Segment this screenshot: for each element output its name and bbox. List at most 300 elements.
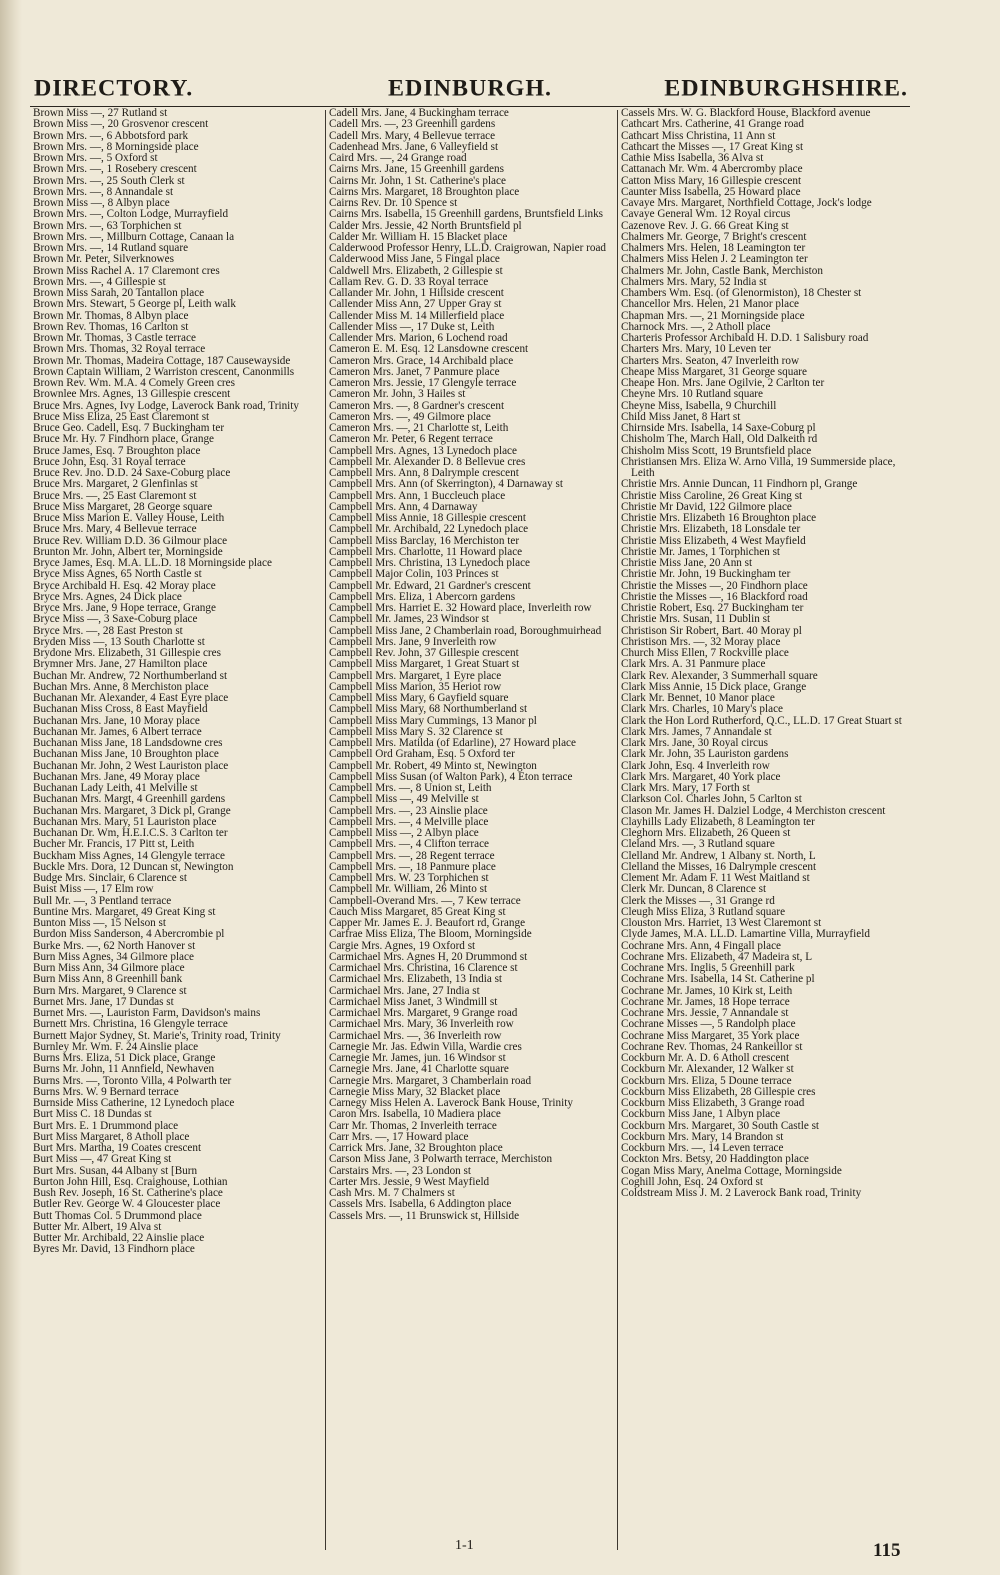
directory-entry: Campbell Miss Margaret, 1 Great Stuart st [329, 658, 520, 671]
directory-entry: Bruce Miss Margaret, 28 George square [33, 500, 213, 513]
directory-entry: Campbell Mr. William, 26 Minto st [329, 883, 488, 896]
directory-entry: Campbell Rev. John, 37 Gillespie crescent [329, 647, 519, 659]
directory-entry: Burns Mrs. Eliza, 51 Dick place, Grange [33, 1052, 216, 1064]
directory-entry: Callam Rev. G. D. 33 Royal terrace [329, 275, 489, 288]
directory-column-3 [621, 108, 911, 1199]
directory-entry: Calder Mr. William H. 15 Blacket place [329, 230, 508, 243]
directory-entry: Catton Miss Mary, 16 Gillespie crescent [621, 174, 802, 187]
directory-entry: Clouston Mrs. Harriet, 13 West Claremont st [621, 917, 822, 929]
directory-entry: Brown Miss Rachel A. 17 Claremont cres [33, 264, 220, 277]
directory-entry: Cadell Mrs. Mary, 4 Bellevue terrace [329, 129, 496, 142]
directory-entry: Burnet Mrs. Jane, 17 Dundas st [33, 995, 174, 1008]
directory-entry: Carfrae Miss Eliza, The Bloom, Morningside [329, 928, 532, 941]
directory-entry: Chalmers Mrs. Helen, 18 Leamington ter [621, 242, 806, 254]
directory-entry: Cassels Mrs. Isabella, 6 Addington place [329, 1198, 512, 1211]
folio-mark: 1-1 [455, 1538, 474, 1553]
directory-entry: Child Miss Janet, 8 Hart st [621, 410, 741, 423]
directory-entry: Caird Mrs. —, 24 Grange road [329, 152, 467, 164]
directory-entry: Christie Mrs. Elizabeth, 18 Lonsdale ter [621, 523, 801, 536]
directory-entry: Campbell Mrs. Ann, 8 Dalrymple crescent [329, 467, 519, 479]
directory-entry: Campbell Miss Jane, 2 Chamberlain road, Boroughmuirhead [329, 624, 602, 637]
directory-entry: Cazenove Rev. J. G. 66 Great King st [621, 219, 789, 232]
directory-entry: Christie Mrs. Susan, 11 Dublin st [621, 613, 771, 626]
directory-entry: Brown Mrs. —, Colton Lodge, Murrayfield [33, 208, 229, 221]
directory-entry: Cheyne Miss, Isabella, 9 Churchill [621, 399, 777, 412]
directory-entry: Campbell Mrs. W. 23 Torphichen st [329, 872, 489, 884]
directory-entry: Burt Miss C. 18 Dundas st [33, 1108, 152, 1121]
directory-entry: Campbell Mrs. Harriet E. 32 Howard place, Inverleith row [329, 602, 592, 614]
header-right: EDINBURGHSHIRE. [664, 76, 908, 102]
directory-entry: Bruce Geo. Cadell, Esq. 7 Buckingham ter [33, 422, 225, 434]
directory-entry: Cairns Mrs. Jane, 15 Greenhill gardens [329, 163, 504, 176]
directory-column-1 [33, 108, 321, 1256]
directory-entry: Bush Rev. Joseph, 16 St. Catherine's place [33, 1187, 223, 1199]
column-rule-2 [617, 110, 618, 1550]
directory-entry: Brown Mrs. —, 8 Annandale st [33, 185, 174, 198]
directory-entry: Bunton Miss —, 15 Nelson st [33, 917, 167, 929]
directory-entry: Cleland Mrs. —, 3 Rutland square [621, 838, 775, 851]
directory-entry: Cochrane Mrs. Inglis, 5 Greenhill park [621, 962, 795, 974]
directory-entry: Cameron Mrs. —, 49 Gilmore place [329, 410, 491, 423]
directory-entry: Budge Mrs. Sinclair, 6 Clarence st [33, 872, 187, 884]
directory-entry: Cavaye Mrs. Margaret, Northfield Cottage, Jock's lodge [621, 197, 872, 209]
directory-entry: Cameron Mrs. —, 21 Charlotte st, Leith [329, 422, 509, 434]
directory-entry: Chalmers Mr. John, Castle Bank, Merchiston [621, 264, 823, 277]
directory-entry: Christison Mrs. —, 32 Moray place [621, 635, 781, 648]
directory-entry: Cochrane Mr. James, 10 Kirk st, Leith [621, 984, 793, 997]
directory-entry: Callander Mr. John, 1 Hillside crescent [329, 287, 504, 299]
directory-entry: Cathie Miss Isabella, 36 Alva st [621, 152, 764, 164]
directory-entry: Carter Mrs. Jessie, 9 West Mayfield [329, 1175, 490, 1188]
directory-entry: Brown Mrs. —, 1 Rosebery crescent [33, 163, 197, 176]
directory-entry: Carmichael Mrs. Jane, 27 India st [329, 984, 480, 997]
directory-entry: Buckle Mrs. Dora, 12 Duncan st, Newington [33, 860, 234, 873]
directory-entry: Cockburn Miss Elizabeth, 3 Grange road [621, 1097, 805, 1109]
directory-entry: Clark Mr. Bennet, 10 Manor place [621, 692, 775, 704]
directory-entry: Clark Mr. John, 35 Lauriston gardens [621, 748, 789, 761]
directory-entry: Butler Rev. George W. 4 Gloucester place [33, 1198, 221, 1211]
directory-entry: Chisholm The, March Hall, Old Dalkeith rd [621, 433, 818, 446]
directory-entry: Carmichael Mrs. Margaret, 9 Grange road [329, 1007, 518, 1019]
directory-entry: Buchanan Mr. Alexander, 4 East Eyre place [33, 692, 229, 704]
directory-entry: Clark Mrs. Margaret, 40 York place [621, 770, 781, 783]
directory-entry: Bryce Miss Agnes, 65 North Castle st [33, 568, 202, 581]
directory-entry: Carmichael Mrs. Elizabeth, 13 India st [329, 973, 503, 986]
directory-entry: Clason Mr. James H. Dalziel Lodge, 4 Merchiston crescent [621, 804, 886, 817]
directory-entry: Burt Mrs. E. 1 Drummond place [33, 1119, 179, 1132]
directory-entry: Bryce Mrs. —, 28 East Preston st [33, 624, 183, 637]
directory-entry: Clark Mrs. Mary, 17 Forth st [621, 782, 750, 794]
directory-entry: Campbell Mrs. Matilda (of Edarline), 27 Howard place [329, 737, 576, 749]
directory-entry: Campbell Mr. Robert, 49 Minto st, Newington [329, 759, 537, 772]
directory-entry: Cadenhead Mrs. Jane, 6 Valleyfield st [329, 140, 499, 153]
directory-entry: Calderwood Professor Henry, LL.D. Craigrowan, Napier road [329, 242, 607, 254]
directory-entry: Bryce Miss —, 3 Saxe-Coburg place [33, 613, 198, 626]
directory-entry: Bruce Mrs. Agnes, Ivy Lodge, Laverock Bank road, Trinity [33, 399, 299, 412]
directory-entry: Clerk the Misses —, 31 Grange rd [621, 894, 775, 907]
directory-entry: Burnley Mr. Wm. F. 24 Ainslie place [33, 1040, 199, 1053]
directory-entry: Christie Miss Caroline, 26 Great King st [621, 489, 803, 502]
directory-entry: Burn Mrs. Margaret, 9 Clarence st [33, 984, 187, 997]
directory-entry: Cameron E. M. Esq. 12 Lansdowne crescent [329, 343, 529, 356]
directory-entry: Bull Mr. —, 3 Pentland terrace [33, 894, 172, 907]
directory-entry: Buchanan Mrs. Jane, 49 Moray place [33, 770, 200, 783]
directory-entry: Brown Mrs. Thomas, 32 Royal terrace [33, 343, 206, 356]
directory-entry: Clarkson Col. Charles John, 5 Carlton st [621, 793, 802, 806]
directory-entry: Bruce Mrs. Margaret, 2 Glenfinlas st [33, 478, 198, 491]
directory-entry: Christie Miss Elizabeth, 4 West Mayfield [621, 534, 806, 547]
directory-entry: Campbell Miss Mary S. 32 Clarence st [329, 725, 503, 738]
directory-entry: Cockburn Miss Elizabeth, 28 Gillespie cres [621, 1085, 816, 1098]
directory-entry: Cameron Mrs. Grace, 14 Archibald place [329, 354, 514, 367]
directory-entry: Chalmers Mr. George, 7 Bright's crescent [621, 230, 807, 243]
directory-entry: Burns Mrs. W. 9 Bernard terrace [33, 1085, 179, 1098]
directory-entry: Campbell Miss Mary Cummings, 13 Manor pl [329, 714, 537, 727]
directory-entry: Calderwood Miss Jane, 5 Fingal place [329, 253, 500, 266]
directory-entry: Campbell Mrs. Agnes, 13 Lynedoch place [329, 444, 517, 457]
directory-entry: Burt Miss Margaret, 8 Atholl place [33, 1130, 190, 1143]
directory-entry: Cockton Mrs. Betsy, 20 Haddington place [621, 1153, 809, 1166]
directory-entry: Cathcart the Misses —, 17 Great King st [621, 140, 804, 153]
directory-entry: Cheape Miss Margaret, 31 George square [621, 365, 807, 378]
directory-entry: Bruce Mr. Hy. 7 Findhorn place, Grange [33, 433, 215, 446]
directory-entry: Carnegie Mrs. Jane, 41 Charlotte square [329, 1063, 509, 1076]
directory-entry: Brown Mrs. —, 6 Abbotsford park [33, 129, 189, 142]
directory-entry: Carnegie Mrs. Margaret, 3 Chamberlain road [329, 1074, 532, 1087]
directory-entry: Cochrane Mrs. Jessie, 7 Annandale st [621, 1007, 789, 1019]
directory-entry: Clark Mrs. A. 31 Panmure place [621, 658, 766, 671]
directory-entry: Cockburn Miss Jane, 1 Albyn place [621, 1108, 781, 1121]
directory-entry: Campbell Miss Susan (of Walton Park), 4 Eton terrace [329, 770, 573, 783]
directory-entry: Cash Mrs. M. 7 Chalmers st [329, 1187, 455, 1199]
directory-entry: Brown Mrs. Stewart, 5 George pl, Leith walk [33, 298, 236, 311]
directory-entry: Carnegie Miss Mary, 32 Blacket place [329, 1085, 501, 1098]
directory-entry: Clark Mrs. Jane, 30 Royal circus [621, 737, 768, 749]
directory-entry: Buchanan Mr. James, 6 Albert terrace [33, 725, 202, 738]
directory-entry: Cameron Mr. John, 3 Hailes st [329, 388, 466, 401]
directory-entry: Bruce Rev. Jno. D.D. 24 Saxe-Coburg place [33, 467, 231, 479]
directory-entry: Cockburn Mrs. Eliza, 5 Doune terrace [621, 1074, 792, 1087]
directory-entry: Buchanan Mrs. Margt, 4 Greenhill gardens [33, 793, 226, 806]
directory-entry: Butt Thomas Col. 5 Drummond place [33, 1209, 202, 1222]
directory-entry: Brydone Mrs. Elizabeth, 31 Gillespie cres [33, 647, 221, 659]
directory-entry: Christie Mr David, 122 Gilmore place [621, 500, 792, 513]
directory-entry: Cleghorn Mrs. Elizabeth, 26 Queen st [621, 827, 791, 839]
directory-entry: Clark John, Esq. 4 Inverleith row [621, 759, 770, 772]
directory-entry: Burke Mrs. —, 62 North Hanover st [33, 939, 196, 952]
directory-entry: Burdon Miss Sanderson, 4 Abercrombie pl [33, 928, 225, 941]
directory-entry: Carmichael Miss Janet, 3 Windmill st [329, 995, 498, 1008]
directory-entry: Christiansen Mrs. Eliza W. Arno Villa, 19 Summerside place, Leith [621, 455, 896, 479]
directory-entry: Cochrane Mrs. Elizabeth, 47 Madeira st, L [621, 950, 813, 963]
directory-entry: Christie Mr. John, 19 Buckingham ter [621, 568, 791, 581]
directory-entry: Bryce Mrs. Agnes, 24 Dick place [33, 590, 182, 603]
directory-entry: Campbell Mrs. —, 4 Melville place [329, 815, 489, 828]
directory-entry: Buchanan Mrs. Margaret, 3 Dick pl, Grange [33, 804, 231, 817]
directory-entry: Chambers Wm. Esq. (of Glenormiston), 18 Chester st [621, 287, 862, 299]
directory-entry: Burn Miss Ann, 8 Greenhill bank [33, 973, 183, 986]
directory-entry: Campbell Mrs. Ann (of Skerrington), 4 Darnaway st [329, 478, 563, 491]
directory-entry: Callender Miss Ann, 27 Upper Gray st [329, 298, 502, 311]
directory-entry: Carr Mrs. —, 17 Howard place [329, 1130, 469, 1143]
directory-entry: Christie Mrs. Annie Duncan, 11 Findhorn pl, Grange [621, 478, 858, 491]
directory-entry: Chirnside Mrs. Isabella, 14 Saxe-Coburg pl [621, 422, 816, 434]
directory-entry: Burn Miss Agnes, 34 Gilmore place [33, 950, 194, 963]
directory-entry: Campbell Mrs. Charlotte, 11 Howard place [329, 545, 523, 558]
directory-entry: Campbell Miss Marion, 35 Heriot row [329, 680, 502, 693]
directory-entry: Butter Mr. Albert, 19 Alva st [33, 1220, 162, 1233]
directory-entry: Coghill John, Esq. 24 Oxford st [621, 1175, 764, 1188]
directory-entry: Burns Mrs. —, Toronto Villa, 4 Polwarth ter [33, 1074, 232, 1087]
directory-entry: Cairns Rev. Dr. 10 Spence st [329, 197, 458, 209]
directory-column-2 [329, 108, 612, 1222]
directory-entry: Caunter Miss Isabella, 25 Howard place [621, 185, 801, 198]
directory-entry: Cairns Mrs. Isabella, 15 Greenhill gardens, Bruntsfield Links [329, 208, 604, 221]
directory-entry: Bruce Rev. William D.D. 36 Gilmour place [33, 534, 228, 547]
directory-entry: Bruce John, Esq. 31 Royal terrace [33, 455, 186, 468]
directory-entry: Campbell Miss Mary, 6 Gayfield square [329, 692, 509, 704]
directory-entry: Campbell Miss —, 49 Melville st [329, 793, 479, 806]
directory-entry: Buchanan Miss Jane, 18 Landsdowne cres [33, 737, 223, 749]
directory-entry: Clark the Hon Lord Rutherford, Q.C., LL.D. 17 Great Stuart st [621, 714, 902, 727]
directory-entry: Campbell Mrs. —, 28 Regent terrace [329, 849, 495, 862]
directory-entry: Carnegie Mr. James, jun. 16 Windsor st [329, 1052, 506, 1064]
directory-entry: Brown Mr. Thomas, 8 Albyn place [33, 309, 189, 322]
directory-entry: Christie Robert, Esq. 27 Buckingham ter [621, 602, 804, 614]
directory-entry: Buntine Mrs. Margaret, 49 Great King st [33, 905, 216, 918]
directory-entry: Campbell Major Colin, 103 Princes st [329, 568, 499, 581]
directory-entry: Campbell-Overand Mrs. —, 7 Kew terrace [329, 894, 521, 907]
directory-entry: Christie the Misses —, 20 Findhorn place [621, 579, 808, 592]
directory-entry: Charteris Professor Archibald H. D.D. 1 Salisbury road [621, 332, 869, 344]
directory-entry: Brownlee Mrs. Agnes, 13 Gillespie crescent [33, 388, 231, 401]
directory-entry: Bryce James, Esq. M.A. LL.D. 18 Morningside place [33, 557, 272, 569]
directory-entry: Brown Mrs. —, 14 Rutland square [33, 242, 189, 254]
directory-entry: Buchanan Dr. Wm, H.E.I.C.S. 3 Carlton ter [33, 827, 228, 839]
directory-entry: Burnett Mrs. Christina, 16 Glengyle terrace [33, 1018, 228, 1031]
directory-entry: Charters Mrs. Mary, 10 Leven ter [621, 343, 771, 356]
directory-entry: Cairns Mr. John, 1 St. Catherine's place [329, 174, 506, 187]
directory-entry: Campbell Mrs. Margaret, 1 Eyre place [329, 669, 502, 682]
directory-entry: Capper Mr. James E. J. Beaufort rd, Grange [329, 917, 526, 929]
directory-entry: Campbell Miss Mary, 68 Northumberland st [329, 703, 528, 716]
directory-entry: Brown Miss —, 8 Albyn place [33, 197, 170, 209]
directory-entry: Brown Rev. Thomas, 16 Carlton st [33, 320, 189, 333]
directory-entry: Buchan Mr. Andrew, 72 Northumberland st [33, 669, 228, 682]
directory-entry: Brown Miss —, 27 Rutland st [33, 107, 168, 119]
directory-entry: Christison Sir Robert, Bart. 40 Moray pl [621, 624, 802, 637]
directory-entry: Bryce Mrs. Jane, 9 Hope terrace, Grange [33, 602, 216, 614]
directory-entry: Chisholm Miss Scott, 19 Bruntsfield place [621, 444, 812, 457]
directory-entry: Buchanan Miss Cross, 8 East Mayfield [33, 703, 208, 716]
directory-entry: Cochrane Rev. Thomas, 24 Rankeillor st [621, 1040, 803, 1053]
directory-entry: Campbell Mrs. Jane, 9 Inverleith row [329, 635, 497, 648]
directory-entry: Burt Mrs. Susan, 44 Albany st [Burn [33, 1164, 198, 1177]
directory-entry: Cauch Miss Margaret, 85 Great King st [329, 905, 506, 918]
directory-entry: Christie Mr. James, 1 Torphichen st [621, 545, 781, 558]
directory-entry: Brown Mr. Thomas, 3 Castle terrace [33, 332, 196, 344]
directory-entry: Clayhills Lady Elizabeth, 8 Leamington ter [621, 815, 815, 828]
directory-entry: Carnegy Miss Helen A. Laverock Bank House, Trinity [329, 1097, 573, 1109]
directory-entry: Campbell Mrs. Eliza, 1 Abercorn gardens [329, 590, 516, 603]
directory-entry: Brown Mrs. —, 63 Torphichen st [33, 219, 182, 232]
directory-entry: Cavaye General Wm. 12 Royal circus [621, 208, 791, 221]
directory-entry: Bruce Mrs. Mary, 4 Bellevue terrace [33, 523, 197, 536]
directory-entry: Cassels Mrs. W. G. Blackford House, Blackford avenue [621, 107, 871, 119]
directory-entry: Brown Miss —, 20 Grosvenor crescent [33, 118, 209, 131]
directory-entry: Buchanan Mrs. Mary, 51 Lauriston place [33, 815, 217, 828]
directory-entry: Cochrane Miss Margaret, 35 York place [621, 1029, 800, 1042]
directory-entry: Cheyne Mrs. 10 Rutland square [621, 388, 763, 401]
binding-shadow [0, 0, 22, 1575]
directory-entry: Cockburn Mrs. Mary, 14 Brandon st [621, 1130, 784, 1143]
directory-entry: Clement Mr. Adam F. 11 West Maitland st [621, 872, 810, 884]
directory-entry: Campbell Miss Annie, 18 Gillespie crescent [329, 512, 526, 524]
directory-entry: Campbell Mrs. —, 8 Union st, Leith [329, 782, 492, 794]
directory-entry: Calder Mrs. Jessie, 42 North Bruntsfield pl [329, 219, 522, 232]
directory-entry: Campbell Mrs. Ann, 1 Buccleuch place [329, 489, 506, 502]
directory-entry: Campbell Miss —, 2 Albyn place [329, 827, 479, 839]
directory-entry: Burnett Major Sydney, St. Marie's, Trinity road, Trinity [33, 1029, 281, 1042]
directory-entry: Campbell Mrs. —, 18 Panmure place [329, 860, 496, 873]
directory-entry: Campbell Mr. James, 23 Windsor st [329, 613, 489, 626]
directory-entry: Buchanan Lady Leith, 41 Melville st [33, 782, 198, 794]
directory-entry: Campbell Mrs. —, 4 Clifton terrace [329, 838, 490, 851]
directory-entry: Brown Mr. Thomas, Madeira Cottage, 187 Causewayside [33, 354, 291, 367]
directory-entry: Cassels Mrs. —, 11 Brunswick st, Hillside [329, 1209, 520, 1222]
directory-entry: Carmichael Mrs. —, 36 Inverleith row [329, 1029, 502, 1042]
directory-entry: Campbell Mr. Alexander D. 8 Bellevue cres [329, 455, 526, 468]
directory-entry: Cadell Mrs. —, 23 Greenhill gardens [329, 118, 496, 131]
directory-entry: Cathcart Mrs. Catherine, 41 Grange road [621, 118, 804, 131]
directory-entry: Church Miss Ellen, 7 Rockville place [621, 647, 789, 659]
directory-entry: Brown Mr. Peter, Silverknowes [33, 253, 174, 266]
directory-entry: Campbell Miss Barclay, 16 Merchiston ter [329, 534, 520, 547]
directory-entry: Burn Miss Ann, 34 Gilmore place [33, 962, 185, 974]
directory-entry: Bruce James, Esq. 7 Broughton place [33, 444, 201, 457]
directory-entry: Cadell Mrs. Jane, 4 Buckingham terrace [329, 107, 509, 119]
directory-entry: Butter Mr. Archibald, 22 Ainslie place [33, 1232, 205, 1244]
directory-entry: Clelland the Misses, 16 Dalrymple crescent [621, 860, 817, 873]
directory-entry: Campbell Mr. Edward, 21 Gardner's crescent [329, 579, 531, 592]
directory-entry: Callender Miss —, 17 Duke st, Leith [329, 320, 495, 333]
directory-entry: Campbell Mr. Archibald, 22 Lynedoch place [329, 523, 529, 536]
directory-entry: Cameron Mrs. Janet, 7 Panmure place [329, 365, 500, 378]
directory-entry: Cameron Mrs. Jessie, 17 Glengyle terrace [329, 377, 517, 389]
directory-entry: Cleugh Miss Eliza, 3 Rutland square [621, 905, 786, 918]
directory-entry: Charnock Mrs. —, 2 Atholl place [621, 320, 771, 333]
directory-entry: Carrick Mrs. Jane, 32 Broughton place [329, 1142, 503, 1154]
directory-entry: Brown Mrs. —, 8 Morningside place [33, 140, 199, 153]
directory-entry: Byres Mr. David, 13 Findhorn place [33, 1243, 195, 1256]
directory-entry: Cockburn Mr. A. D. 6 Atholl crescent [621, 1052, 790, 1064]
directory-entry: Cochrane Mrs. Isabella, 14 St. Catherine pl [621, 973, 815, 986]
directory-entry: Burnside Miss Catherine, 12 Lynedoch place [33, 1097, 235, 1109]
directory-entry: Caldwell Mrs. Elizabeth, 2 Gillespie st [329, 264, 503, 277]
directory-entry: Cockburn Mrs. —, 14 Leven terrace [621, 1142, 784, 1154]
directory-entry: Carmichael Mrs. Mary, 36 Inverleith row [329, 1018, 514, 1031]
directory-entry: Carr Mr. Thomas, 2 Inverleith terrace [329, 1119, 497, 1132]
directory-entry: Clark Rev. Alexander, 3 Summerhall square [621, 669, 818, 682]
directory-entry: Clelland Mr. Andrew, 1 Albany st. North, L [621, 849, 816, 862]
directory-entry: Carmichael Mrs. Christina, 16 Clarence st [329, 962, 518, 974]
directory-entry: Clark Mrs. James, 7 Annandale st [621, 725, 772, 738]
directory-entry: Brown Mrs. —, Millburn Cottage, Canaan la [33, 230, 235, 243]
directory-entry: Coldstream Miss J. M. 2 Laverock Bank road, Trinity [621, 1187, 862, 1199]
directory-entry: Cargie Mrs. Agnes, 19 Oxford st [329, 939, 476, 952]
directory-entry: Cheape Hon. Mrs. Jane Ogilvie, 2 Carlton ter [621, 377, 825, 389]
directory-entry: Cochrane Mrs. Ann, 4 Fingall place [621, 939, 782, 952]
directory-entry: Callender Miss M. 14 Millerfield place [329, 309, 505, 322]
directory-entry: Bryden Miss —, 13 South Charlotte st [33, 635, 205, 648]
header-center: EDINBURGH. [387, 76, 553, 102]
directory-entry: Burton John Hill, Esq. Craighouse, Lothian [33, 1175, 228, 1188]
directory-entry: Cockburn Mrs. Margaret, 30 South Castle st [621, 1119, 820, 1132]
directory-entry: Campbell Mrs. Christina, 13 Lynedoch place [329, 557, 531, 569]
directory-entry: Brown Mrs. —, 25 South Clerk st [33, 174, 185, 187]
page-number: 115 [873, 1540, 901, 1561]
directory-entry: Clark Mrs. Charles, 10 Mary's place [621, 703, 784, 716]
directory-entry: Buchanan Mrs. Jane, 10 Moray place [33, 714, 200, 727]
directory-entry: Bucher Mr. Francis, 17 Pitt st, Leith [33, 838, 195, 851]
directory-entry: Charters Mrs. Seaton, 47 Inverleith row [621, 354, 800, 367]
directory-entry: Buchanan Miss Jane, 10 Broughton place [33, 748, 219, 761]
directory-entry: Carmichael Mrs. Agnes H, 20 Drummond st [329, 950, 528, 963]
directory-entry: Brunton Mr. John, Albert ter, Morningside [33, 545, 223, 558]
directory-entry: Burns Mr. John, 11 Annfield, Newhaven [33, 1063, 215, 1076]
directory-entry: Campbell Ord Graham, Esq. 5 Oxford ter [329, 748, 515, 761]
directory-entry: Bruce Miss Eliza, 25 East Claremont st [33, 410, 210, 423]
directory-entry: Bryce Archibald H. Esq. 42 Moray place [33, 579, 216, 592]
directory-entry: Cochrane Mr. James, 18 Hope terrace [621, 995, 790, 1008]
directory-entry: Brown Mrs. —, 5 Oxford st [33, 152, 158, 164]
directory-entry: Buchanan Mr. John, 2 West Lauriston place [33, 759, 229, 772]
directory-entry: Chalmers Miss Helen J. 2 Leamington ter [621, 253, 808, 266]
directory-entry: Clark Miss Annie, 15 Dick place, Grange [621, 680, 807, 693]
directory-entry: Campbell Mrs. Ann, 4 Darnaway [329, 500, 478, 513]
directory-entry: Christie Miss Jane, 20 Ann st [621, 557, 753, 569]
directory-entry: Burt Miss —, 47 Great King st [33, 1153, 172, 1166]
directory-entry: Brown Rev. Wm. M.A. 4 Comely Green cres [33, 377, 235, 389]
directory-entry: Campbell Mrs. —, 23 Ainslie place [329, 804, 488, 817]
directory-entry: Chalmers Mrs. Mary, 52 India st [621, 275, 767, 288]
directory-entry: Burnet Mrs. —, Lauriston Farm, Davidson's mains [33, 1007, 261, 1019]
directory-entry: Cathcart Miss Christina, 11 Ann st [621, 129, 776, 142]
directory-entry: Clerk Mr. Duncan, 8 Clarence st [621, 883, 767, 896]
directory-entry: Burt Mrs. Martha, 19 Coates crescent [33, 1142, 202, 1154]
directory-entry: Christie the Misses —, 16 Blackford road [621, 590, 808, 603]
directory-entry: Cockburn Mr. Alexander, 12 Walker st [621, 1063, 794, 1076]
directory-entry: Cochrane Misses —, 5 Randolph place [621, 1018, 796, 1031]
directory-entry: Buchan Mrs. Anne, 8 Merchiston place [33, 680, 209, 693]
directory-entry: Carstairs Mrs. —, 23 London st [329, 1164, 472, 1177]
directory-entry: Brymner Mrs. Jane, 27 Hamilton place [33, 658, 208, 671]
directory-entry: Brown Miss Sarah, 20 Tantallon place [33, 287, 205, 299]
directory-entry: Cattanach Mr. Wm. 4 Abercromby place [621, 163, 803, 176]
directory-entry: Callender Mrs. Marion, 6 Lochend road [329, 332, 508, 344]
directory-entry: Brown Mrs. —, 4 Gillespie st [33, 275, 166, 288]
directory-entry: Christie Mrs. Elizabeth 16 Broughton place [621, 512, 817, 524]
directory-entry: Bruce Mrs. —, 25 East Claremont st [33, 489, 197, 502]
directory-entry: Buckham Miss Agnes, 14 Glengyle terrace [33, 849, 226, 862]
column-rule-1 [325, 110, 326, 1550]
directory-entry: Clyde James, M.A. LL.D. Lamartine Villa, Murrayfield [621, 928, 870, 941]
directory-entry: Buist Miss —, 17 Elm row [33, 883, 154, 896]
directory-entry: Caron Mrs. Isabella, 10 Madiera place [329, 1108, 501, 1121]
directory-entry: Chancellor Mrs. Helen, 21 Manor place [621, 298, 800, 311]
directory-entry: Cameron Mrs. —, 8 Gardner's crescent [329, 399, 505, 412]
running-header [30, 76, 910, 107]
